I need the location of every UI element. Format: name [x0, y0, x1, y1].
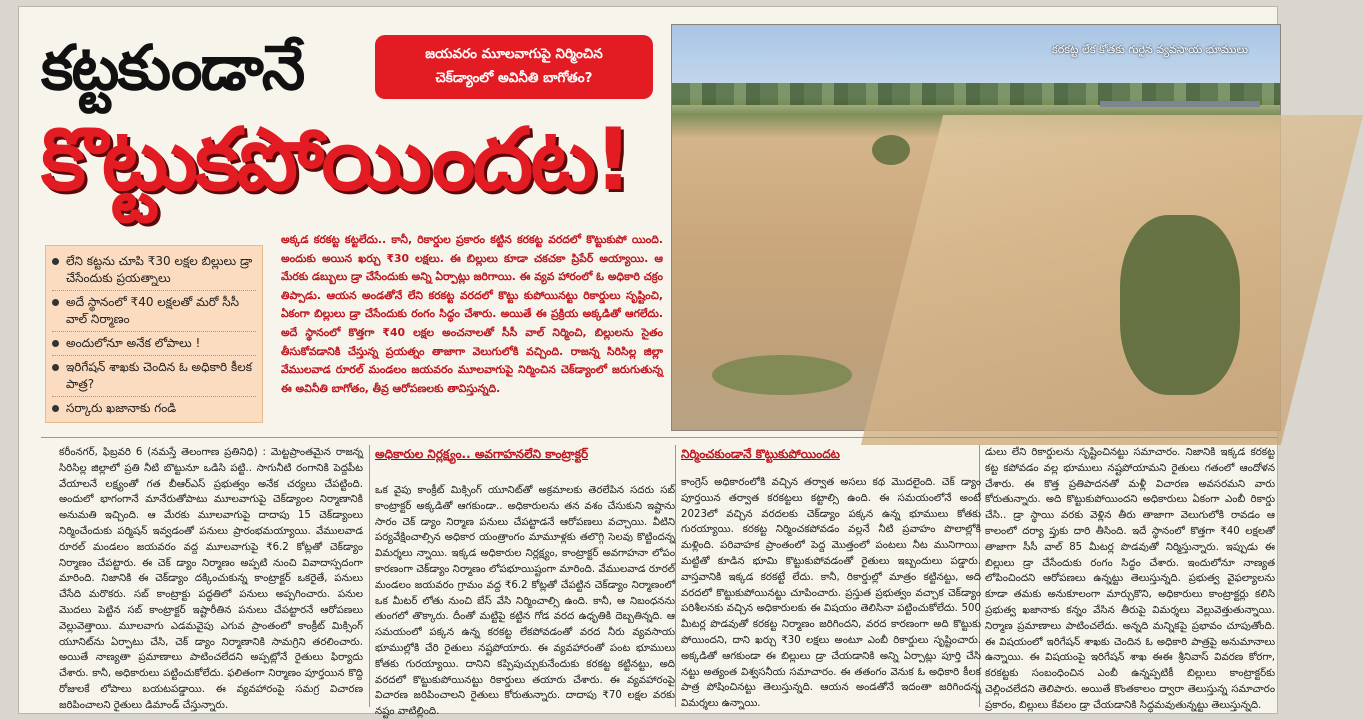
intro-paragraph: అక్కడ కరకట్ట కట్టలేదు.. కానీ, రికార్డుల ప్రకారం కట్టిన కరకట్ట వరదలో కొట్టుకుపో యింది. అందుకు అయిన ఖర్చు ₹30 లక్షలు. ఈ బిల్లులు కూడా చకచకా ప్రిపేర్ అయ్యాయి. ఆ మేరకు డబ్బులు డ్రా చేసేందుకు అన్ని ఏర్పాట్లు జరిగాయి. ఈ వ్యవ హారంలో ఓ అధికారి చక్రం తిప్పాడు. ఆయన అండతోనే లేని కరకట్ట వరదలో కొట్టు కుపోయినట్టు రికార్డులు సృష్టించి, ఏకంగా బిల్లులు డ్రా చేసేందుకు రంగం సిద్ధం చేశారు. అయితే ఈ ప్రక్రియ అక్కడితో ఆగలేదు. అదే స్థానంలో కొత్తగా ₹40 లక్షల అంచనాలతో సీసీ వాల్ నిర్మించి, బిల్లులను సైతం తీసుకోవడానికి చేస్తున్న ప్రయత్నం తాజాగా వెలుగులోకి వచ్చింది. రాజన్న సిరిసిల్ల జిల్లా వేములవాడ రూరల్ మండలం జయవరం మూలవాగుపై నిర్మించిన చెక్‌డ్యాంలో జరుగుతున్న ఈ అవినీతి బాగోతం, తీవ్ర ఆరోపణలకు తావిస్తున్నది. [281, 233, 663, 395]
highlight-item: అదే స్థానంలో ₹40 లక్షలతో మరో సీసీ వాల్ నిర్మాణం [52, 291, 256, 332]
photo-caption: కరకట్ట లేక కోతకు గురైన వ్యవసాయ భూములు [1052, 43, 1249, 56]
column-3-text: కాంగ్రెస్ అధికారంలోకి వచ్చిన తర్వాత అసలు కథ మొదలైంది. చెక్ డ్యాం పూర్తయిన తర్వాత కరకట్టలు కట్టాల్సి ఉంది. ఈ సమయంలోనే అంటే 2023లో వచ్చిన వరదలకు చెక్‌డ్యాం పక్కన ఉన్న భూములు కోతకు గురయ్యాయి. కరకట్ట నిర్మించకపోవడం వల్లనే నీటి ప్రవాహం పొలాల్లోకి మళ్లింది. పరివాహక ప్రాంతంలో పెద్ద మొత్తంలో పంటలు నీట మునిగాయి. మట్టితో కూడిన భూమి కొట్టుకుపోవడంతో రైతులు ఇబ్బందులు పడ్డారు. వాస్తవానికి ఇక్కడ కరకట్టే లేదు. కానీ, రికార్డుల్లో మాత్రం కట్టినట్టు, అది వరదలో కొట్టుకుపోయినట్టు చూపించారు. ప్రస్తుత ప్రభుత్వం వచ్చాక చెక్‌డ్యాం పరిశీలనకు వచ్చిన అధికారులకు ఈ విషయం తెలిసినా పట్టించుకోలేదు. 500 మీటర్ల పొడవుతో కరకట్ట నిర్మాణం జరిగిందని, వరద కారణంగా అది కొట్టుకు పోయిందని, దాని ఖర్చు ₹30 లక్షలు అంటూ ఎంబీ రికార్డులు సృష్టించారు. అక్కడితో ఆగకుండా ఈ బిల్లులు డ్రా చేయడానికి అన్ని ఏర్పాట్లు పూర్తి చేసి నట్టు అత్యంత విశ్వసనీయ సమాచారం. ఈ తతంగం వెనుక ఓ అధికారి కీలక పాత్ర పోషించినట్టు తెలుస్తున్నది. ఆయన అండతోనే ఇదంతా జరిగిందన్న విమర్శలు ఉన్నాయి. [681, 477, 981, 710]
column-1-text: కరీంనగర్, ఫిబ్రవరి 6 (నమస్తే తెలంగాణ ప్రతినిధి) : మెట్టప్రాంతమైన రాజన్న సిరిసిల్ల జిల్లాలో ప్రతి నీటి బొట్టునూ ఒడిసి పట్టి.. సాగునీటి రంగానికి పెద్దపీట వేయాలనే లక్ష్యంతో గత బీఆర్ఎస్ ప్రభుత్వం అనేక చర్యలు చేపట్టింది. అందులో భాగంగానే మానేరుతోపాటు మూలవాగుపై చెక్‌డ్యాంల నిర్మాణానికి అనుమతి ఇచ్చింది. ఆ మేరకు మూలవాగుపై దాదాపు 15 చెక్‌డ్యాంలు నిర్మించేందుకు పర్మిషన్ ఇవ్వడంతో పనులు ప్రారంభమయ్యాయి. వేములవాడ రూరల్ మండలం జయవరం వద్ద మూలవాగుపై ₹6.2 కోట్లతో చెక్‌డ్యాం నిర్మాణం చేపట్టారు. ఈ చెక్ డ్యాం నిర్మాణం అప్పటి నుంచి వివాదాస్పదంగా మారింది. నిజానికి ఈ చెక్‌డ్యాం దక్కించుకున్న కాంట్రాక్టర్ ఒకరైతే, పనులు చేసేది మరొకరు. సబ్ కాంట్రాక్టు పద్ధతిలో పనులు అప్పగించారు. పనుల మొదలు పెట్టిన సబ్ కాంట్రాక్టర్ ఇష్టారీతిన పనులు చేపట్టారనే ఆరోపణలు వెల్లువెత్తాయి. మూలవాగు ఎడమవైపు ఎగువ ప్రాంతంలో కాంక్రీట్ మిక్సింగ్ యూనిట్‌ను ఏర్పాటు చేసి, చెక్ డ్యాం నిర్మాణానికి సామగ్రిని తరలించారు. అయితే నాణ్యతా ప్రమాణాలు పాటించలేదని అప్పట్లోనే రైతులు ఫిర్యాదు చేశారు. కానీ, అధికారులు పట్టించుకోలేదు. ఫలితంగా నిర్మాణం పూర్తయిన కొద్ది రోజులకే లోపాలు బయటపడ్డాయి. ఈ వ్యవహారంపై సమగ్ర విచారణ జరిపించాలని రైతులు డిమాండ్ చేస్తున్నారు. [59, 447, 363, 711]
headline-line-2: కొట్టుకపోయిందట! [41, 110, 630, 210]
photo-eroded-bank [861, 115, 1363, 445]
photo-bush [1120, 215, 1240, 395]
highlight-item: సర్కారు ఖజానాకు గండి [52, 397, 256, 420]
column-2-text: ఒక వైపు కాంక్రీట్ మిక్సింగ్ యూనిట్‌తో అక్రమాలకు తెరలేపిన సదరు సబ్ కాంట్రాక్టర్ అక్కడితో ఆగకుండా.. అధికారులను తన వశం చేసుకుని ఇష్టాను సారం చెక్ డ్యాం నిర్మాణ పనులు చేపట్టాడనే ఆరోపణలు వచ్చాయి. వీటిని పర్యవేక్షించాల్సిన అధికార యంత్రాంగం మామూళ్లకు తలొగ్గి సెలవు కొట్టిందన్న విమర్శలు న్నాయి. ఇక్కడ అధికారుల నిర్లక్ష్యం, కాంట్రాక్టర్ అవగాహనా లోపం కారణంగా చెక్‌డ్యాం నిర్మాణం లోపభూయిష్టంగా మారింది. వేములవాడ రూరల్ మండలం జయవరం గ్రామం వద్ద ₹6.2 కోట్లతో చేపట్టిన చెక్‌డ్యాం నిర్మాణంలో ఒక మీటర్ లోతు నుంచి బేస్ వేసి నిర్మించాల్సి ఉంది. కానీ, ఆ నిబంధనను తుంగలో తొక్కారు. దీంతో మట్టిపై కట్టిన గోడ వరద ఉధృతికి దెబ్బతిన్నది. ఆ సమయంలో పక్కన ఉన్న కరకట్ట లేకపోవడంతో వరద నీరు వ్యవసాయ భూముల్లోకి చేరి రైతులు నష్టపోయారు. ఈ వ్యవహారంతో పంట భూములు కోతకు గురయ్యాయి. దానిని కప్పిపుచ్చుకునేందుకు కరకట్ట కట్టినట్టు, అది వరదలో కొట్టుకుపోయినట్టు రికార్డులు తయారు చేశారు. ఈ వ్యవహారంపై విచారణ జరిపించాలని రైతులు కోరుతున్నారు. దాదాపు ₹70 లక్షల వరకు నష్టం వాటిల్లింది. [375, 485, 675, 718]
section-divider [41, 437, 1277, 438]
newspaper-page [18, 6, 1278, 718]
column-2-heading: అధికారుల నిర్లక్ష్యం.. అవగాహనలేని కాంట్రాక్టర్ [375, 447, 589, 461]
highlight-item: లేని కట్టను చూపి ₹30 లక్షల బిల్లులు డ్రా చేసేందుకు ప్రయత్నాలు [52, 250, 256, 291]
column-3-heading: నిర్మించకుండానే కొట్టుకుపోయిందట [681, 447, 840, 461]
highlights-list [46, 246, 262, 420]
kicker-box [375, 35, 653, 99]
photo-bridge [1100, 101, 1260, 107]
column-4-text: డులు లేని రికార్డులను సృష్టించినట్టు సమాచారం. నిజానికి ఇక్కడ కరకట్ట కట్ట కపోవడం వల్ల భూములు నష్టపోయామని రైతులు గతంలో ఆందోళన చేశారు. ఈ కొత్త ప్రతిపాదనతో మళ్లీ విచారణ అవసరమని వారు కోరుతున్నారు. అది కొట్టుకుపోయిందని అధికారులు ఏకంగా ఎంబీ రికార్డు చేసి.. డ్రా స్థాయి వరకు వెళ్లిన తీరు తాజాగా వెలుగులోకి రావడం ఆ కాలంలో దర్యా ప్తుకు దారి తీసింది. ఇదే స్థానంలో కొత్తగా ₹40 లక్షలతో తాజాగా సీసీ వాల్ 85 మీటర్ల పొడవుతో నిర్మిస్తున్నారు. ఇప్పుడు ఈ బిల్లులు డ్రా చేసేందుకు రంగం సిద్ధం చేశారు. ఇందులోనూ నాణ్యత లోపించిందని ఆరోపణలు ఉన్నట్టు తెలుస్తున్నది. ప్రభుత్వ వైఫల్యాలను కూడా తమకు అనుకూలంగా మార్చుకొని, అధికారులు కాంట్రాక్టర్లు కలిసి ప్రభుత్వ ఖజానాకు కన్నం వేసిన తీరుపై విమర్శలు వెల్లువెత్తుతున్నాయి. నిర్మాణ ప్రమాణాలు పాటించలేదు. అన్నది మన్నికపై ప్రభావం చూపుతోంది. ఈ విషయంలో ఇరిగేషన్ శాఖకు చెందిన ఓ అధికారి పాత్రపై అనుమానాలు ఉన్నాయి. ఈ విషయంపై ఇరిగేషన్ శాఖ ఈఈ శ్రీనివాస్ వివరణ కోరగా, కరకట్టకు సంబంధించిన ఎంబీ ఉన్నప్పటికీ బిల్లులు కాంట్రాక్టర్‌కు చెల్లించలేదని తెలిపారు. అయితే కొంతకాలం ద్వారా తెలుస్తున్న సమాచారం ప్రకారం, బిల్లులు కేవలం డ్రా చేయడానికి సిద్ధమవుతున్నట్టు తెలుస్తున్నది. [985, 447, 1275, 711]
headline-line-1: కట్టకుండానే [41, 31, 304, 104]
kicker-line-2: చెక్‌డ్యాంలో అవినీతి బాగోతం? [435, 70, 593, 86]
highlight-item: అందులోనూ అనేక లోపాలు ! [52, 332, 256, 356]
article-column-4 [985, 445, 1275, 711]
highlights-box [45, 245, 263, 423]
highlight-item: ఇరిగేషన్ శాఖకు చెందిన ఓ అధికారి కీలక పాత్ర? [52, 356, 256, 397]
article-column-2 [375, 483, 675, 718]
kicker-line-1: జయవరం మూలవాగుపై నిర్మించిన [425, 46, 603, 62]
photo-bush [872, 135, 910, 165]
column-divider [369, 445, 370, 707]
column-divider [675, 445, 676, 707]
article-column-1 [59, 445, 363, 711]
photo-grass [712, 355, 852, 395]
river-bed-photo [671, 24, 1281, 431]
article-column-3 [681, 475, 981, 710]
